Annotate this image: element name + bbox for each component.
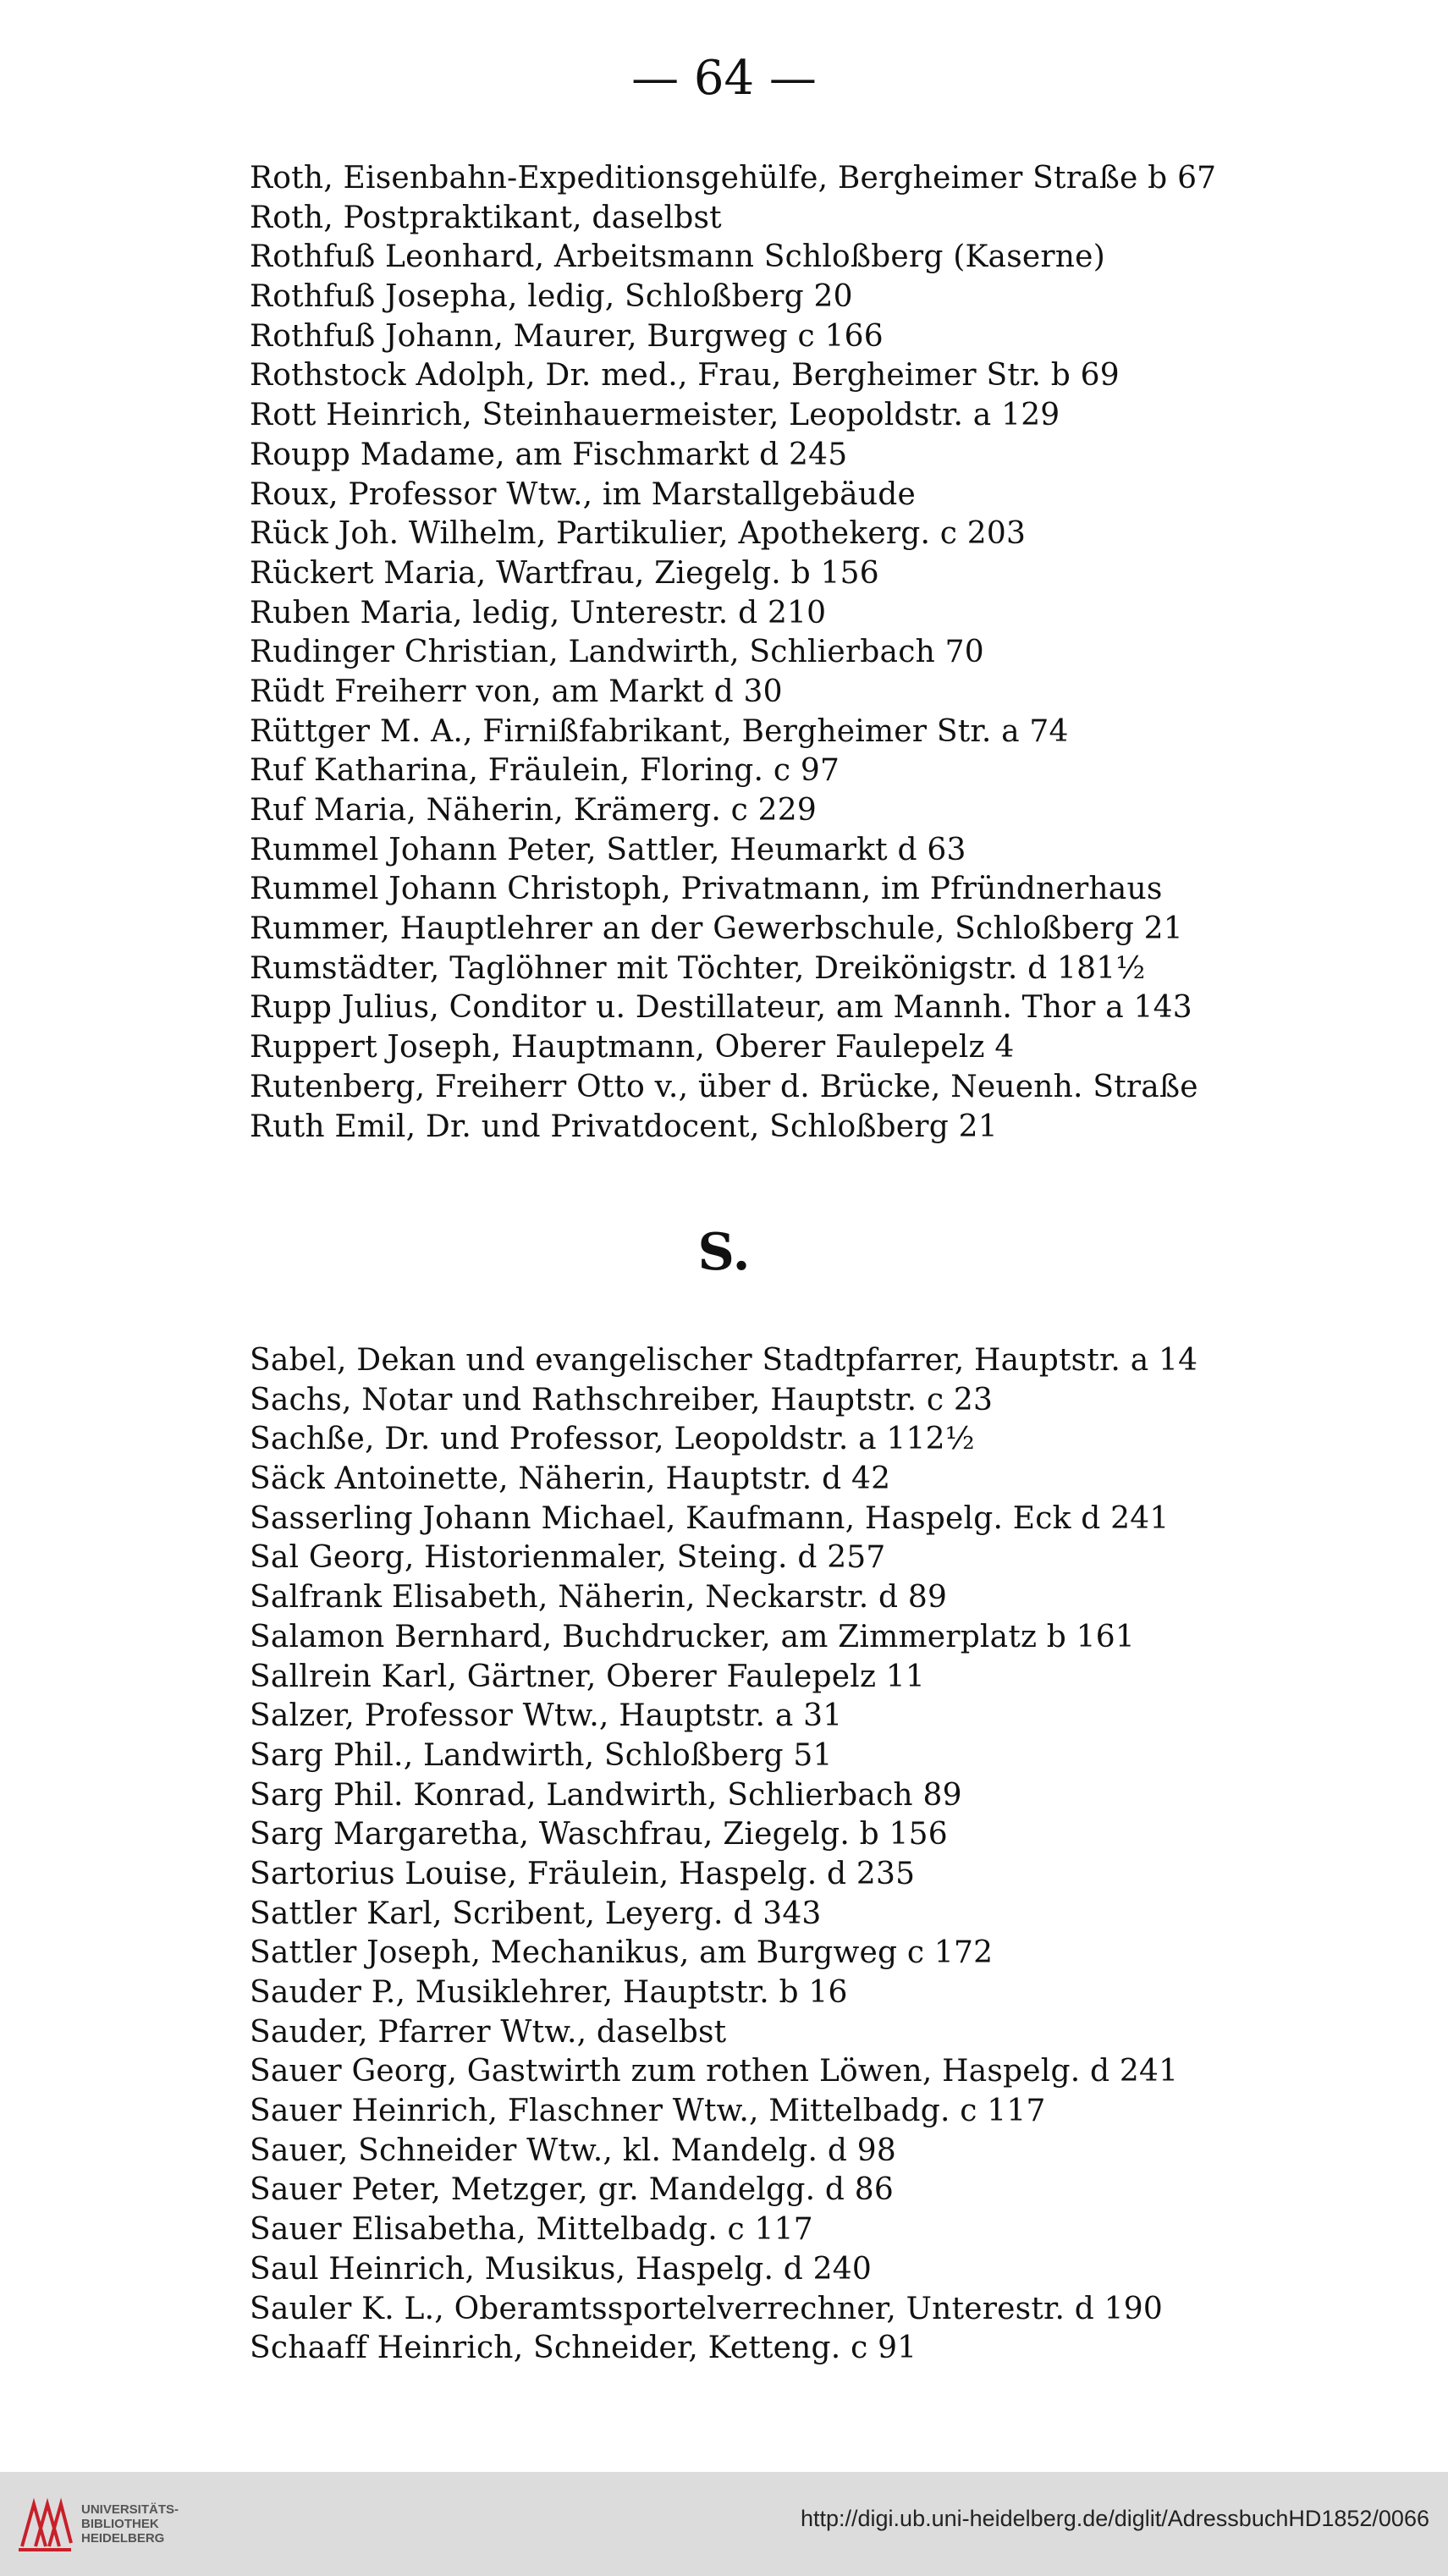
directory-entry: Rott Heinrich, Steinhauermeister, Leopoldstr. a 129 [250, 398, 1060, 433]
logo-text [81, 2502, 179, 2546]
library-logo[interactable] [15, 2491, 193, 2558]
directory-entry: Sarg Margaretha, Waschfrau, Ziegelg. b 156 [250, 1817, 948, 1852]
directory-entry: Rothfuß Josepha, ledig, Schloßberg 20 [250, 279, 853, 315]
directory-entry: Rothstock Adolph, Dr. med., Frau, Bergheimer Str. b 69 [250, 358, 1120, 394]
directory-entry: Rummer, Hauptlehrer an der Gewerbschule, Schloßberg 21 [250, 911, 1183, 947]
directory-entry: Ruf Maria, Näherin, Krämerg. c 229 [250, 793, 817, 828]
heidelberg-university-library-logo-icon [15, 2494, 74, 2555]
directory-entry: Rudinger Christian, Landwirth, Schlierbach 70 [250, 635, 984, 670]
directory-entry: Ruben Maria, ledig, Unterestr. d 210 [250, 595, 827, 630]
directory-entry: Roth, Postpraktikant, daselbst [250, 200, 722, 235]
directory-entry: Sattler Karl, Scribent, Leyerg. d 343 [250, 1896, 822, 1931]
directory-entry: Salfrank Elisabeth, Näherin, Neckarstr. d 89 [250, 1580, 948, 1616]
directory-entry: Schaaff Heinrich, Schneider, Ketteng. c 91 [250, 2331, 917, 2366]
directory-entry: Sachs, Notar und Rathschreiber, Hauptstr. c 23 [250, 1382, 994, 1417]
directory-entry: Rüdt Freiherr von, am Markt d 30 [250, 674, 783, 709]
directory-entry: Sauer Elisabetha, Mittelbadg. c 117 [250, 2212, 813, 2248]
directory-entry: Rummel Johann Peter, Sattler, Heumarkt d 63 [250, 832, 966, 867]
directory-entry: Sallrein Karl, Gärtner, Oberer Faulepelz 11 [250, 1659, 926, 1694]
directory-entry: Sauder P., Musiklehrer, Hauptstr. b 16 [250, 1975, 848, 2010]
section-letter: S. [697, 1223, 751, 1282]
directory-entry: Sarg Phil., Landwirth, Schloßberg 51 [250, 1737, 833, 1773]
directory-entry: Rupp Julius, Conditor u. Destillateur, am Mannh. Thor a 143 [250, 990, 1192, 1026]
directory-entry: Sattler Joseph, Mechanikus, am Burgweg c 172 [250, 1935, 994, 1971]
directory-entry: Salamon Bernhard, Buchdrucker, am Zimmerplatz b 161 [250, 1619, 1135, 1654]
directory-entry: Sauer Heinrich, Flaschner Wtw., Mittelbadg. c 117 [250, 2094, 1046, 2129]
logo-line: HEIDELBERG [81, 2531, 165, 2546]
logo-line: BIBLIOTHEK [81, 2517, 159, 2531]
directory-entry: Rück Joh. Wilhelm, Partikulier, Apothekerg. c 203 [250, 516, 1027, 552]
footer-bar [0, 2472, 1448, 2576]
directory-entry: Rothfuß Leonhard, Arbeitsmann Schloßberg (Kaserne) [250, 239, 1105, 275]
directory-entry: Sabel, Dekan und evangelischer Stadtpfarrer, Hauptstr. a 14 [250, 1343, 1198, 1378]
directory-entry: Salzer, Professor Wtw., Hauptstr. a 31 [250, 1698, 843, 1734]
directory-entry: Roth, Eisenbahn-Expeditionsgehülfe, Bergheimer Straße b 67 [250, 161, 1217, 195]
directory-entry: Sauer Georg, Gastwirth zum rothen Löwen, Haspelg. d 241 [250, 2054, 1179, 2089]
directory-entry: Rumstädter, Taglöhner mit Töchter, Dreikönigstr. d 181½ [250, 950, 1146, 986]
directory-entry: Ruf Katharina, Fräulein, Floring. c 97 [250, 753, 840, 789]
entry-list-r [250, 159, 1418, 1147]
directory-entry: Ruppert Joseph, Hauptmann, Oberer Faulepelz 4 [250, 1030, 1015, 1065]
directory-entry: Sauer, Schneider Wtw., kl. Mandelg. d 98 [250, 2133, 896, 2168]
directory-entry: Ruth Emil, Dr. und Privatdocent, Schloßberg 21 [250, 1109, 998, 1144]
directory-entry: Roux, Professor Wtw., im Marstallgebäude [250, 476, 916, 512]
directory-entry: Rothfuß Johann, Maurer, Burgweg c 166 [250, 318, 884, 354]
directory-entry: Sauer Peter, Metzger, gr. Mandelgg. d 86 [250, 2172, 895, 2208]
entry-list-s [250, 1341, 1418, 2369]
footer-url[interactable]: http://digi.ub.uni-heidelberg.de/diglit/AdressbuchHD1852/0066 [800, 2506, 1429, 2531]
logo-line: UNIVERSITÄTS- [81, 2502, 179, 2517]
directory-entry: Sarg Phil. Konrad, Landwirth, Schlierbach 89 [250, 1777, 962, 1813]
directory-entry: Säck Antoinette, Näherin, Hauptstr. d 42 [250, 1461, 891, 1497]
directory-entry: Sachße, Dr. und Professor, Leopoldstr. a 112½ [250, 1422, 975, 1457]
directory-entry: Sartorius Louise, Fräulein, Haspelg. d 235 [250, 1856, 916, 1891]
directory-entry: Rückert Maria, Wartfrau, Ziegelg. b 156 [250, 555, 879, 591]
directory-entry: Saul Heinrich, Musikus, Haspelg. d 240 [250, 2251, 872, 2287]
directory-entry: Rummel Johann Christoph, Privatmann, im Pfründnerhaus [250, 872, 1163, 907]
directory-entry: Rüttger M. A., Firnißfabrikant, Bergheimer Str. a 74 [250, 713, 1069, 749]
directory-entry: Sauler K. L., Oberamtssportelverrechner, Unterestr. d 190 [250, 2291, 1163, 2326]
directory-entry: Sasserling Johann Michael, Kaufmann, Haspelg. Eck d 241 [250, 1500, 1170, 1536]
page-number: — 64 — [631, 51, 817, 106]
directory-entry: Sal Georg, Historienmaler, Steing. d 257 [250, 1540, 886, 1576]
directory-entry: Rutenberg, Freiherr Otto v., über d. Brücke, Neuenh. Straße [250, 1069, 1198, 1104]
directory-entry: Roupp Madame, am Fischmarkt d 245 [250, 437, 848, 472]
directory-entry: Sauder, Pfarrer Wtw., daselbst [250, 2014, 727, 2050]
